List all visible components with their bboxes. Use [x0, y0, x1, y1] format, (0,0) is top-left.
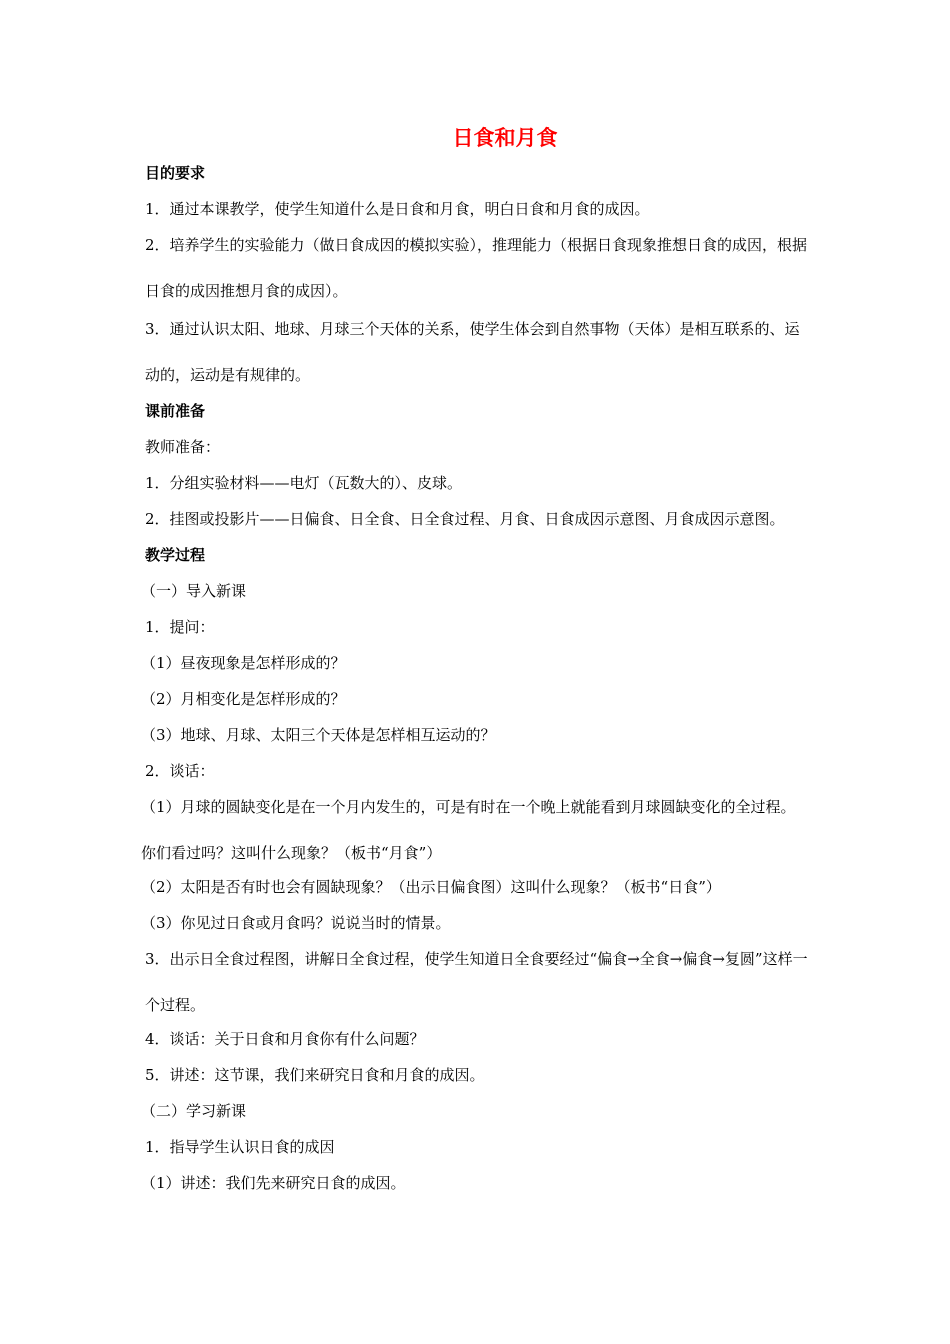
section-heading-process: 教学过程	[145, 546, 206, 564]
talk-1: （1）月球的圆缺变化是在一个月内发生的，可是有时在一个晚上就能看到月球圆缺变化的全过程。你们看过吗？这叫什么现象？（板书“月食”）	[141, 798, 796, 862]
section-heading-preparation: 课前准备	[145, 402, 206, 420]
process-part-1: （一）导入新课	[141, 582, 247, 600]
teacher-prep-label: 教师准备：	[145, 438, 221, 456]
talk-3: （3）你见过日食或月食吗？说说当时的情景。	[141, 914, 451, 932]
question-1: （1）昼夜现象是怎样形成的？	[141, 654, 346, 672]
question-label: 1．提问：	[145, 618, 215, 636]
process-step-4: 4．谈话：关于日食和月食你有什么问题？	[145, 1030, 425, 1048]
process-step-3: 3．出示日全食过程图，讲解日全食过程，使学生知道日全食要经过“偏食→全食→偏食→复圆”这样一个过程。	[145, 950, 808, 1014]
new-lesson-1-1: （1）讲述：我们先来研究日食的成因。	[141, 1174, 406, 1192]
objective-item-3: 3．通过认识太阳、地球、月球三个天体的关系，使学生体会到自然事物（天体）是相互联系的、运动的，运动是有规律的。	[145, 320, 800, 384]
document-body	[141, 160, 809, 1206]
talk-2: （2）太阳是否有时也会有圆缺现象？（出示日偏食图）这叫什么现象？（板书“日食”）	[141, 878, 721, 896]
section-heading-objectives: 目的要求	[145, 164, 206, 182]
question-3: （3）地球、月球、太阳三个天体是怎样相互运动的？	[141, 726, 496, 744]
prep-item-1: 1．分组实验材料——电灯（瓦数大的）、皮球。	[145, 474, 463, 492]
objective-item-1: 1．通过本课教学，使学生知道什么是日食和月食，明白日食和月食的成因。	[145, 200, 650, 218]
document-title: 日食和月食	[452, 126, 558, 150]
new-lesson-1: 1．指导学生认识日食的成因	[145, 1138, 335, 1156]
objective-item-2: 2．培养学生的实验能力（做日食成因的模拟实验），推理能力（根据日食现象推想日食的成因，根据日食的成因推想月食的成因）。	[145, 236, 808, 300]
question-2: （2）月相变化是怎样形成的？	[141, 690, 346, 708]
prep-item-2: 2．挂图或投影片——日偏食、日全食、日全食过程、月食、日食成因示意图、月食成因示意图。	[145, 510, 785, 528]
talk-label: 2．谈话：	[145, 762, 215, 780]
process-part-2: （二）学习新课	[141, 1102, 247, 1120]
process-step-5: 5．讲述：这节课，我们来研究日食和月食的成因。	[145, 1066, 485, 1084]
